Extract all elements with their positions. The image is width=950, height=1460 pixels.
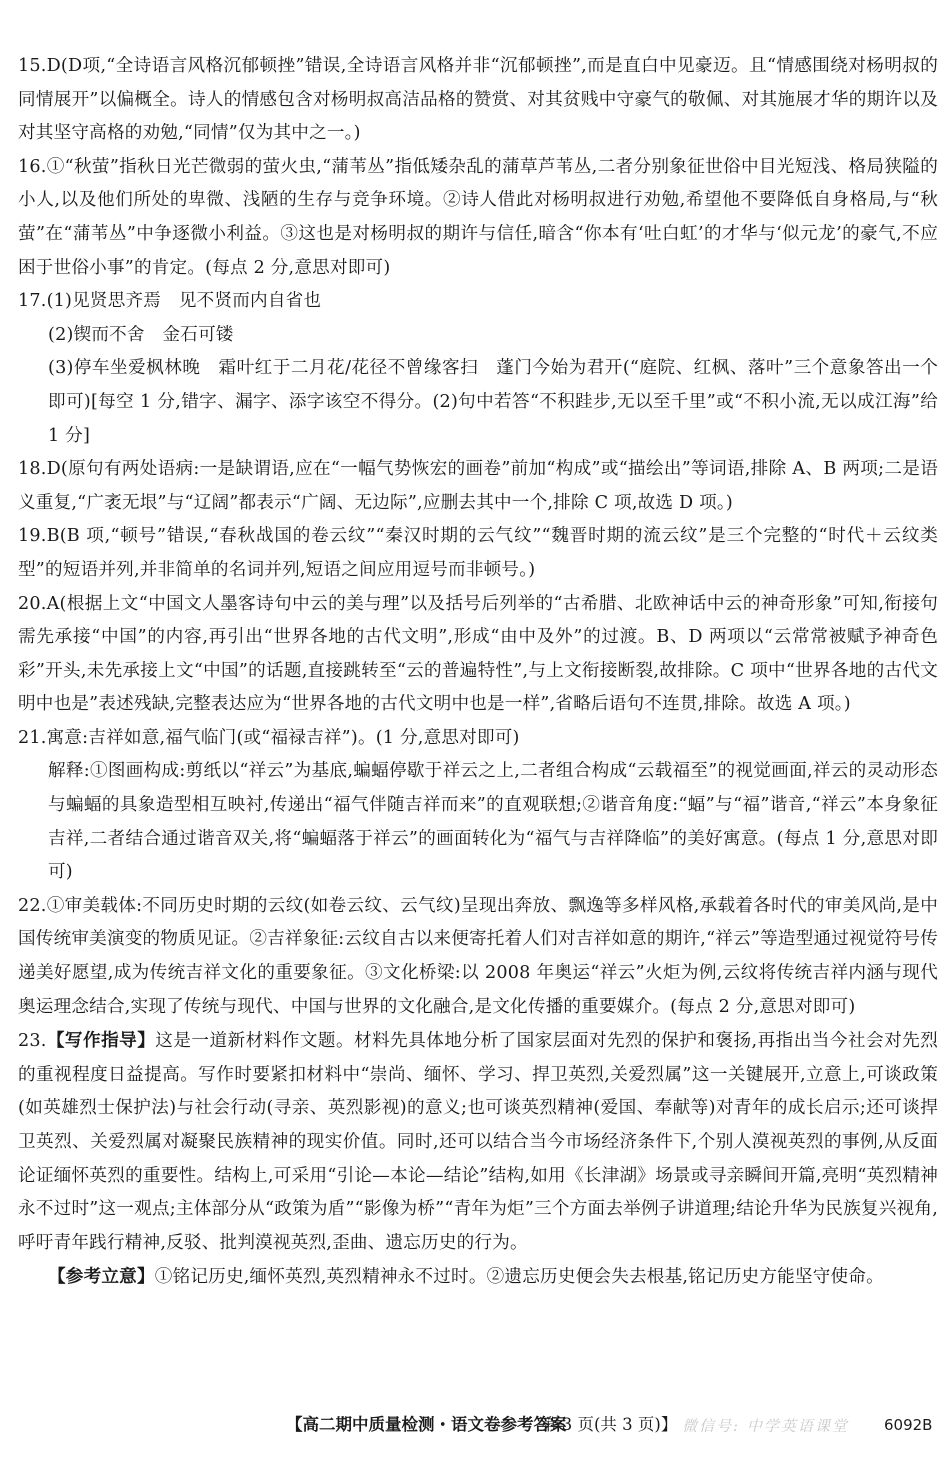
answer-number: 19. [18, 526, 47, 547]
answer-text: (1)见贤思齐焉 见不贤而内自省也 [46, 291, 322, 312]
answer-text: A(根据上文“中国文人墨客诗句中云的美与理”以及括号后列举的“古希腊、北欧神话中云的神奇形象”可知,衔接句需先承接“中国”的内容,再引出“世界各地的古代文明”,形成“由中及外”的过渡。B、D 两项以“云常常被赋予神奇色彩”开头,未先承接上文“中国”的话题,直接跳转至“云的普遍特性”,与上文衔接断裂,故排除。C 项中“世界各地的古代文明中也是”表述残缺,完整表达应为“世界各地的古代文明中也是一样”,省略后语句不连贯,排除。故选 A 项。) [18, 593, 938, 715]
section-label-reference: 【参考立意】 [48, 1266, 155, 1288]
answer-text: D(原句有两处语病:一是缺谓语,应在“一幅气势恢宏的画卷”前加“构成”或“描绘出”等词语,排除 A、B 两项;二是语义重复,“广袤无垠”与“辽阔”都表示“广阔、无边际”,应删去其中一个,排除 C 项,故选 D 项。) [18, 459, 938, 513]
document-code: 6092B [884, 1416, 933, 1434]
answer-text: D(D项,“全诗语言风格沉郁顿挫”错误,全诗语言风格并非“沉郁顿挫”,而是直白中见豪迈。且“情感围绕对杨明叔的同情展开”以偏概全。诗人的情感包含对杨明叔高洁品格的赞赏、对其贫贱中守豪气的敬佩、对其施展才华的期许以及对其坚守高格的劝勉,“同情”仅为其中之一。) [18, 56, 938, 144]
answer-text: 解释:①图画构成:剪纸以“祥云”为基底,蝙蝠停歇于祥云之上,二者组合构成“云载福至”的视觉画面,祥云的灵动形态与蝙蝠的具象造型相互映衬,传递出“福气伴随吉祥而来”的直观联想;②谐音角度:“蝠”与“福”谐音,“祥云”本身象征吉祥,二者结合通过谐音双关,将“蝙蝠落于祥云”的画面转化为“福气与吉祥降临”的美好寓意。(每点 1 分,意思对即可) [48, 761, 938, 883]
answer-18 [18, 453, 938, 520]
answer-17-2 [18, 319, 938, 353]
answer-16 [18, 151, 938, 285]
answer-number: 23. [18, 1031, 47, 1052]
answer-17-3 [18, 352, 938, 453]
section-label-writing-guide: 【写作指导】 [46, 1030, 156, 1052]
answer-19 [18, 520, 938, 587]
answer-text: ①审美载体:不同历史时期的云纹(如卷云纹、云气纹)呈现出奔放、飘逸等多样风格,承载着各时代的审美风尚,是中国传统审美演变的物质见证。②吉祥象征:云纹自古以来便寄托着人们对吉祥如意的期许,“祥云”等造型通过视觉符号传递美好愿望,成为传统吉祥文化的重要象征。③文化桥梁:以 2008 年奥运“祥云”火炬为例,云纹将传统吉祥内涵与现代奥运理念结合,实现了传统与现代、中国与世界的文化融合,是文化传播的重要媒介。(每点 2 分,意思对即可) [18, 895, 939, 1017]
answer-number: 18. [18, 459, 47, 480]
answer-23-reference [18, 1260, 938, 1295]
answer-text: (2)锲而不舍 金石可镂 [48, 324, 234, 345]
footer-title: 【高二期中质量检测・语文卷参考答案 [286, 1415, 567, 1434]
answer-text: ①“秋萤”指秋日光芒微弱的萤火虫,“蒲苇丛”指低矮杂乱的蒲草芦苇丛,二者分别象征世俗中目光短浅、格局狭隘的小人,以及他们所处的卑微、浅陋的生存与竞争环境。②诗人借此对杨明叔进行劝勉,希望他不要降低自身格局,与“秋萤”在“蒲苇丛”中争逐微小利益。③这也是对杨明叔的期许与信任,暗含“你本有‘吐白虹’的才华与‘似元龙’的豪气,不应困于世俗小事”的肯定。(每点 2 分,意思对即可) [18, 156, 938, 278]
answer-23 [18, 1024, 938, 1260]
answer-key-body [18, 50, 938, 1295]
answer-number: 20. [18, 593, 47, 614]
answer-number: 22. [18, 895, 47, 916]
answer-text: 寓意:吉祥如意,福气临门(或“福禄吉祥”)。(1 分,意思对即可) [46, 727, 520, 748]
answer-20 [18, 588, 938, 722]
answer-21 [18, 722, 938, 756]
answer-text: B(B 项,“顿号”错误,“春秋战国的卷云纹”“秦汉时期的云气纹”“魏晋时期的流云纹”是三个完整的“时代＋云纹类型”的短语并列,并非简单的名词并列,短语之间应用逗号而非顿号。) [18, 526, 938, 580]
answer-17-1 [18, 285, 938, 319]
answer-21-explanation [18, 755, 938, 889]
answer-22 [18, 890, 938, 1024]
answer-number: 21. [18, 727, 47, 748]
answer-number: 15. [18, 56, 47, 76]
answer-text: (3)停车坐爱枫林晚 霜叶红于二月花/花径不曾缘客扫 蓬门今始为君开(“庭院、红枫、落叶”三个意象答出一个即可)[每空 1 分,错字、漏字、添字该空不得分。(2)句中若答“不积跬步,无以至千里”或“不积小流,无以成江海”给 1 分] [48, 358, 938, 446]
answer-number: 16. [18, 156, 47, 177]
answer-text: 这是一道新材料作文题。材料先具体地分析了国家层面对先烈的保护和褒扬,再指出当今社会对先烈的重视程度日益提高。写作时要紧扣材料中“崇尚、缅怀、学习、捍卫英烈,关爱烈属”这一关键展开,立意上,可谈政策(如英雄烈士保护法)与社会行动(寻亲、英烈影视)的意义;也可谈英烈精神(爱国、奉献等)对青年的成长启示;还可谈捍卫英烈、关爱烈属对凝聚民族精神的现实价值。同时,还可以结合当今市场经济条件下,个别人漠视英烈的事例,从反面论证缅怀英烈的重要性。结构上,可采用“引论—本论—结论”结构,如用《长津湖》场景或寻亲瞬间开篇,亮明“英烈精神永不过时”这一观点;主体部分从“政策为盾”“影像为桥”“青年为炬”三个方面去举例子讲道理;结论升华为民族复兴视角,呼吁青年践行精神,反驳、批判漠视英烈,歪曲、遗忘历史的行为。 [18, 1031, 938, 1253]
watermark: 微信号: 中学英语课堂 [682, 1417, 849, 1435]
answer-text: ①铭记历史,缅怀英烈,英烈精神永不过时。②遗忘历史便会失去根基,铭记历史方能坚守使命。 [154, 1267, 884, 1288]
answer-15 [18, 50, 938, 151]
page-number: 第 3 页(共 3 页)】 [540, 1415, 678, 1434]
answer-number: 17. [18, 291, 47, 312]
page-footer [0, 1410, 950, 1440]
